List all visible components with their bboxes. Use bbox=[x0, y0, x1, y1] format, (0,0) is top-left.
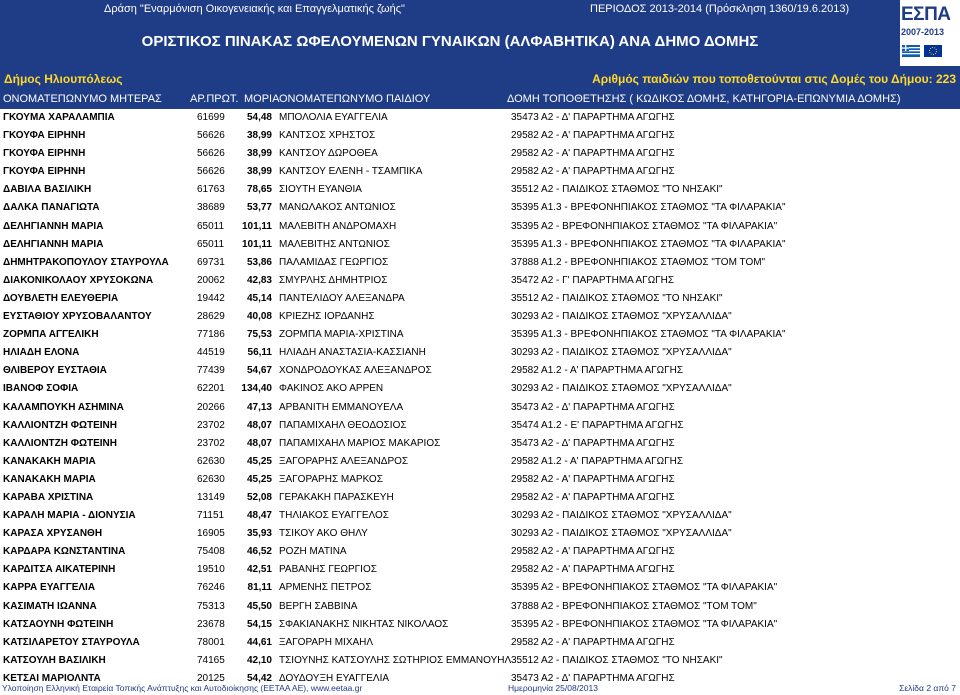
table-row bbox=[0, 109, 960, 127]
table-row bbox=[0, 417, 960, 435]
placement-unit: 35395 Α2 - ΒΡΕΦΟΝΗΠΙΑΚΟΣ ΣΤΑΘΜΟΣ "ΤΑ ΦΙΛΑΡΑΚΙΑ" bbox=[511, 618, 778, 630]
placement-unit: 29582 Α2 - Α' ΠΑΡΑΡΤΗΜΑ ΑΓΩΓΗΣ bbox=[511, 130, 675, 142]
table-row bbox=[0, 163, 960, 181]
score-value: 38,99 bbox=[246, 166, 272, 178]
score-value: 134,40 bbox=[241, 383, 272, 395]
placement-unit: 35512 Α2 - ΠΑΙΔΙΚΟΣ ΣΤΑΘΜΟΣ "ΤΟ ΝΗΣΑΚΙ" bbox=[511, 184, 723, 196]
mother-name: ΔΟΥΒΛΕΤΗ ΕΛΕΥΘΕΡΙΑ bbox=[3, 292, 119, 304]
table-row bbox=[0, 326, 960, 344]
placement-unit: 35395 Α1.3 - ΒΡΕΦΟΝΗΠΙΑΚΟΣ ΣΤΑΘΜΟΣ "ΤΑ ΦΙΛΑΡΑΚΙΑ" bbox=[511, 329, 786, 341]
page-footer bbox=[0, 683, 960, 695]
espa-logo bbox=[900, 0, 960, 66]
protocol-number: 77186 bbox=[197, 329, 225, 341]
score-value: 54,42 bbox=[246, 672, 272, 684]
child-name: ΡΑΒΑΝΗΣ ΓΕΩΡΓΙΟΣ bbox=[279, 564, 377, 576]
protocol-number: 69731 bbox=[197, 256, 225, 268]
score-value: 45,50 bbox=[246, 600, 272, 612]
child-name: ΤΣΙΚΟΥ ΑΚΟ ΘΗΛΥ bbox=[279, 528, 368, 540]
municipality-name: Δήμος Ηλιουπόλεως bbox=[4, 72, 123, 86]
table-row bbox=[0, 380, 960, 398]
child-name: ΚΑΝΤΣΟΣ ΧΡΗΣΤΟΣ bbox=[279, 130, 376, 142]
col-mother: ΟΝΟΜΑΤΕΠΩΝΥΜΟ ΜΗΤΕΡΑΣ bbox=[3, 93, 162, 105]
period-title: ΠΕΡΙΟΔΟΣ 2013-2014 (Πρόσκληση 1360/19.6.2013) bbox=[590, 3, 850, 15]
child-name: ΠΑΝΤΕΛΙΔΟΥ ΑΛΕΞΑΝΔΡΑ bbox=[279, 292, 405, 304]
placement-unit: 35473 Α2 - Δ' ΠΑΡΑΡΤΗΜΑ ΑΓΩΓΗΣ bbox=[511, 437, 675, 449]
table-row bbox=[0, 598, 960, 616]
protocol-number: 38689 bbox=[197, 202, 225, 214]
protocol-number: 28629 bbox=[197, 311, 225, 323]
placement-unit: 35395 Α2 - ΒΡΕΦΟΝΗΠΙΑΚΟΣ ΣΤΑΘΜΟΣ "ΤΑ ΦΙΛΑΡΑΚΙΑ" bbox=[511, 220, 778, 232]
protocol-number: 23678 bbox=[197, 618, 225, 630]
logo-years: 2007-2013 bbox=[901, 27, 945, 37]
placement-unit: 29582 Α2 - Α' ΠΑΡΑΡΤΗΜΑ ΑΓΩΓΗΣ bbox=[511, 546, 675, 558]
mother-name: ΚΑΛΛΙΟΝΤΖΗ ΦΩΤΕΙΝΗ bbox=[3, 419, 118, 431]
header-banner bbox=[0, 0, 960, 90]
placement-unit: 29582 Α2 - Α' ΠΑΡΑΡΤΗΜΑ ΑΓΩΓΗΣ bbox=[511, 473, 675, 485]
flags-icon bbox=[902, 45, 958, 59]
protocol-number: 61699 bbox=[197, 112, 225, 123]
child-name: ΣΙΟΥΤΗ ΕΥΑΝΘΙΑ bbox=[279, 184, 362, 196]
score-value: 45,25 bbox=[246, 473, 272, 485]
table-header bbox=[0, 90, 960, 109]
placement-unit: 30293 Α2 - ΠΑΙΔΙΚΟΣ ΣΤΑΘΜΟΣ "ΧΡΥΣΑΛΛΙΔΑ" bbox=[511, 510, 732, 522]
mother-name: ΚΑΡΑΒΑ ΧΡΙΣΤΙΝΑ bbox=[3, 491, 94, 503]
score-value: 42,83 bbox=[246, 274, 272, 286]
score-value: 47,13 bbox=[246, 401, 272, 413]
score-value: 35,93 bbox=[246, 528, 272, 540]
placement-unit: 37888 Α2 - ΒΡΕΦΟΝΗΠΙΑΚΟΣ ΣΤΑΘΜΟΣ "ΤΟΜ ΤΟΜ" bbox=[511, 600, 757, 612]
placement-unit: 35395 Α1.3 - ΒΡΕΦΟΝΗΠΙΑΚΟΣ ΣΤΑΘΜΟΣ "ΤΑ ΦΙΛΑΡΑΚΙΑ" bbox=[511, 202, 786, 214]
protocol-number: 56626 bbox=[197, 166, 225, 178]
score-value: 101,11 bbox=[241, 238, 272, 250]
mother-name: ΔΕΛΗΓΙΑΝΝΗ ΜΑΡΙΑ bbox=[3, 220, 104, 232]
logo-text: ΕΣΠΑ bbox=[901, 4, 951, 25]
table-row bbox=[0, 453, 960, 471]
table-row bbox=[0, 127, 960, 145]
score-value: 40,08 bbox=[246, 311, 272, 323]
placement-unit: 30293 Α2 - ΠΑΙΔΙΚΟΣ ΣΤΑΘΜΟΣ "ΧΡΥΣΑΛΛΙΔΑ" bbox=[511, 528, 732, 540]
child-name: ΦΑΚΙΝΟΣ ΑΚΟ ΑΡΡΕΝ bbox=[279, 383, 384, 395]
protocol-number: 13149 bbox=[197, 491, 225, 503]
score-value: 42,10 bbox=[246, 654, 272, 666]
mother-name: ΚΑΤΣΑΟΥΝΗ ΦΩΤΕΙΝΗ bbox=[3, 618, 114, 630]
child-name: ΚΡΙΕΖΗΣ ΙΟΡΔΑΝΗΣ bbox=[279, 311, 375, 323]
placement-unit: 29582 Α2 - Α' ΠΑΡΑΡΤΗΜΑ ΑΓΩΓΗΣ bbox=[511, 564, 675, 576]
score-value: 38,99 bbox=[246, 130, 272, 142]
placement-unit: 29582 Α1.2 - Α' ΠΑΡΑΡΤΗΜΑ ΑΓΩΓΗΣ bbox=[511, 455, 684, 467]
mother-name: ΚΑΣΙΜΑΤΗ ΙΩΑΝΝΑ bbox=[3, 600, 97, 612]
mother-name: ΚΑΤΣΙΛΑΡΕΤΟΥ ΣΤΑΥΡΟΥΛΑ bbox=[3, 636, 140, 648]
placement-unit: 35395 Α2 - ΒΡΕΦΟΝΗΠΙΑΚΟΣ ΣΤΑΘΜΟΣ "ΤΑ ΦΙΛΑΡΑΚΙΑ" bbox=[511, 582, 778, 594]
child-name: ΚΑΝΤΣΟΥ ΔΩΡΟΘΕΑ bbox=[279, 148, 378, 160]
mother-name: ΓΚΟΥΦΑ ΕΙΡΗΝΗ bbox=[3, 166, 86, 178]
table-row bbox=[0, 362, 960, 380]
protocol-number: 20125 bbox=[197, 672, 225, 684]
table-row bbox=[0, 218, 960, 236]
protocol-number: 56626 bbox=[197, 130, 225, 142]
page-title: ΟΡΙΣΤΙΚΟΣ ΠΙΝΑΚΑΣ ΩΦΕΛΟΥΜΕΝΩΝ ΓΥΝΑΙΚΩΝ (ΑΛΦΑΒΗΤΙΚΑ) ΑΝΑ ΔΗΜΟ ΔΟΜΗΣ bbox=[141, 33, 759, 50]
mother-name: ΓΚΟΥΦΑ ΕΙΡΗΝΗ bbox=[3, 148, 86, 160]
table-row bbox=[0, 344, 960, 362]
mother-name: ΕΥΣΤΑΘΙΟΥ ΧΡΥΣΟΒΑΛΑΝΤΟΥ bbox=[3, 311, 152, 323]
mother-name: ΚΑΤΣΟΥΛΗ ΒΑΣΙΛΙΚΗ bbox=[3, 654, 106, 666]
mother-name: ΔΙΑΚΟΝΙΚΟΛΑΟΥ ΧΡΥΣΟΚΩΝΑ bbox=[3, 274, 154, 286]
score-value: 38,99 bbox=[246, 148, 272, 160]
protocol-number: 77439 bbox=[197, 365, 225, 377]
score-value: 53,77 bbox=[246, 202, 272, 214]
table-row bbox=[0, 616, 960, 634]
placement-unit: 29582 Α2 - Α' ΠΑΡΑΡΤΗΜΑ ΑΓΩΓΗΣ bbox=[511, 166, 675, 178]
mother-name: ΖΟΡΜΠΑ ΑΓΓΕΛΙΚΗ bbox=[3, 329, 99, 341]
child-name: ΜΑΛΕΒΙΤΗ ΑΝΔΡΟΜΑΧΗ bbox=[279, 220, 397, 232]
placement-unit: 35473 Α2 - Δ' ΠΑΡΑΡΤΗΜΑ ΑΓΩΓΗΣ bbox=[511, 401, 675, 413]
table-row bbox=[0, 290, 960, 308]
protocol-number: 23702 bbox=[197, 419, 225, 431]
placement-unit: 29582 Α2 - Α' ΠΑΡΑΡΤΗΜΑ ΑΓΩΓΗΣ bbox=[511, 491, 675, 503]
col-unit: ΔΟΜΗ ΤΟΠΟΘΕΤΗΣΗΣ ( ΚΩΔΙΚΟΣ ΔΟΜΗΣ, ΚΑΤΗΓΟΡΙΑ-ΕΠΩΝΥΜΙΑ ΔΟΜΗΣ) bbox=[507, 93, 901, 105]
table-row bbox=[0, 236, 960, 254]
mother-name: ΚΑΛΛΙΟΝΤΖΗ ΦΩΤΕΙΝΗ bbox=[3, 437, 118, 449]
score-value: 44,61 bbox=[246, 636, 272, 648]
protocol-number: 62201 bbox=[197, 383, 225, 395]
mother-name: ΚΕΤΣΑΙ ΜΑΡΙΟΛΝΤΑ bbox=[3, 672, 101, 684]
table-row bbox=[0, 561, 960, 579]
mother-name: ΗΛΙΑΔΗ ΕΛΟΝΑ bbox=[3, 347, 80, 359]
child-name: ΒΕΡΓΗ ΣΑΒΒΙΝΑ bbox=[279, 600, 358, 612]
placement-unit: 29582 Α2 - Α' ΠΑΡΑΡΤΗΜΑ ΑΓΩΓΗΣ bbox=[511, 636, 675, 648]
child-name: ΖΟΡΜΠΑ ΜΑΡΙΑ-ΧΡΙΣΤΙΝΑ bbox=[279, 329, 404, 341]
mother-name: ΔΑΒΙΛΑ ΒΑΣΙΛΙΚΗ bbox=[3, 184, 92, 196]
child-name: ΣΦΑΚΙΑΝΑΚΗΣ ΝΙΚΗΤΑΣ ΝΙΚΟΛΑΟΣ bbox=[279, 618, 449, 630]
table-row bbox=[0, 145, 960, 163]
table-row bbox=[0, 489, 960, 507]
score-value: 53,86 bbox=[246, 256, 272, 268]
score-value: 42,51 bbox=[246, 564, 272, 576]
col-child: ΟΝΟΜΑΤΕΠΩΝΥΜΟ ΠΑΙΔΙΟΥ bbox=[279, 93, 431, 105]
child-name: ΠΑΛΑΜΙΔΑΣ ΓΕΩΡΓΙΟΣ bbox=[279, 256, 389, 268]
score-value: 52,08 bbox=[246, 491, 272, 503]
table-row bbox=[0, 543, 960, 561]
protocol-number: 56626 bbox=[197, 148, 225, 160]
placement-unit: 30293 Α2 - ΠΑΙΔΙΚΟΣ ΣΤΑΘΜΟΣ "ΧΡΥΣΑΛΛΙΔΑ" bbox=[511, 347, 732, 359]
child-name: ΜΑΝΩΛΑΚΟΣ ΑΝΤΩΝΙΟΣ bbox=[279, 202, 396, 214]
mother-name: ΔΑΛΚΑ ΠΑΝΑΓΙΩΤΑ bbox=[3, 202, 100, 214]
mother-name: ΚΑΝΑΚΑΚΗ ΜΑΡΙΑ bbox=[3, 455, 96, 467]
table-row bbox=[0, 525, 960, 543]
children-count: Αριθμός παιδιών που τοποθετούνται στις Δομές του Δήμου: 223 bbox=[592, 72, 956, 86]
child-name: ΧΟΝΔΡΟΔΟΥΚΑΣ ΑΛΕΞΑΝΔΡΟΣ bbox=[279, 365, 432, 377]
child-name: ΑΡΜΕΝΗΣ ΠΕΤΡΟΣ bbox=[279, 582, 372, 594]
footer-date: Ημερομηνία 25/08/2013 bbox=[508, 683, 598, 693]
table-row bbox=[0, 435, 960, 453]
score-value: 54,48 bbox=[246, 112, 272, 123]
child-name: ΔΟΥΔΟΥΞΗ ΕΥΑΓΓΕΛΙΑ bbox=[279, 672, 390, 684]
score-value: 54,67 bbox=[246, 365, 272, 377]
child-name: ΠΑΠΑΜΙΧΑΗΛ ΘΕΟΔΟΣΙΟΣ bbox=[279, 419, 407, 431]
placement-unit: 35512 Α2 - ΠΑΙΔΙΚΟΣ ΣΤΑΘΜΟΣ "ΤΟ ΝΗΣΑΚΙ" bbox=[511, 292, 723, 304]
score-value: 78,65 bbox=[246, 184, 272, 196]
placement-unit: 29582 Α1.2 - Α' ΠΑΡΑΡΤΗΜΑ ΑΓΩΓΗΣ bbox=[511, 365, 684, 377]
program-title: Δράση "Εναρμόνιση Οικογενειακής και Επαγγελματικής ζωής" bbox=[104, 3, 405, 15]
child-name: ΞΑΓΟΡΑΡΗ ΜΙΧΑΗΛ bbox=[279, 636, 374, 648]
table-row bbox=[0, 634, 960, 652]
placement-unit: 30293 Α2 - ΠΑΙΔΙΚΟΣ ΣΤΑΘΜΟΣ "ΧΡΥΣΑΛΛΙΔΑ" bbox=[511, 383, 732, 395]
protocol-number: 75313 bbox=[197, 600, 225, 612]
mother-name: ΘΛΙΒΕΡΟΥ ΕΥΣΤΑΘΙΑ bbox=[3, 365, 107, 377]
mother-name: ΚΑΡΔΑΡΑ ΚΩΝΣΤΑΝΤΙΝΑ bbox=[3, 546, 126, 558]
mother-name: ΚΑΡΔΙΤΣΑ ΑΙΚΑΤΕΡΙΝΗ bbox=[3, 564, 116, 576]
table-row bbox=[0, 199, 960, 217]
table-row bbox=[0, 181, 960, 199]
table-row bbox=[0, 399, 960, 417]
table-row bbox=[0, 254, 960, 272]
child-name: ΞΑΓΟΡΑΡΗΣ ΜΑΡΚΟΣ bbox=[279, 473, 383, 485]
mother-name: ΚΑΛΑΜΠΟΥΚΗ ΑΣΗΜΙΝΑ bbox=[3, 401, 124, 413]
child-name: ΣΜΥΡΛΗΣ ΔΗΜΗΤΡΙΟΣ bbox=[279, 274, 388, 286]
placement-unit: 35474 Α1.2 - Ε' ΠΑΡΑΡΤΗΜΑ ΑΓΩΓΗΣ bbox=[511, 419, 684, 431]
score-value: 56,11 bbox=[247, 347, 272, 359]
table-row bbox=[0, 272, 960, 290]
child-name: ΜΠΟΛΟΛΙΑ ΕΥΑΓΓΕΛΙΑ bbox=[279, 112, 388, 123]
protocol-number: 20266 bbox=[197, 401, 225, 413]
child-name: ΠΑΠΑΜΙΧΑΗΛ ΜΑΡΙΟΣ ΜΑΚΑΡΙΟΣ bbox=[279, 437, 441, 449]
placement-unit: 35473 Α2 - Δ' ΠΑΡΑΡΤΗΜΑ ΑΓΩΓΗΣ bbox=[511, 672, 675, 684]
mother-name: ΚΑΡΑΣΑ ΧΡΥΣΑΝΘΗ bbox=[3, 528, 103, 540]
mother-name: ΙΒΑΝΟΦ ΣΟΦΙΑ bbox=[3, 383, 79, 395]
child-name: ΡΟΖΗ ΜΑΤΙΝΑ bbox=[279, 546, 347, 558]
placement-unit: 35472 Α2 - Γ' ΠΑΡΑΡΤΗΜΑ ΑΓΩΓΗΣ bbox=[511, 274, 675, 286]
child-name: ΜΑΛΕΒΙΤΗΣ ΑΝΤΩΝΙΟΣ bbox=[279, 238, 390, 250]
mother-name: ΓΚΟΥΦΑ ΕΙΡΗΝΗ bbox=[3, 130, 86, 142]
child-name: ΤΣΙΟΥΝΗΣ ΚΑΤΣΟΥΛΗΣ ΣΩΤΗΡΙΟΣ ΕΜΜΑΝΟΥΗΛ bbox=[279, 654, 512, 666]
child-name: ΑΡΒΑΝΙΤΗ ΕΜΜΑΝΟΥΕΛΑ bbox=[279, 401, 404, 413]
protocol-number: 74165 bbox=[197, 654, 225, 666]
mother-name: ΚΑΡΡΑ ΕΥΑΓΓΕΛΙΑ bbox=[3, 582, 96, 594]
score-value: 54,15 bbox=[246, 618, 272, 630]
child-name: ΚΑΝΤΣΟΥ ΕΛΕΝΗ - ΤΣΑΜΠΙΚΑ bbox=[279, 166, 423, 178]
table-row bbox=[0, 308, 960, 326]
score-value: 45,25 bbox=[246, 455, 272, 467]
protocol-number: 71151 bbox=[197, 510, 225, 522]
protocol-number: 19510 bbox=[197, 564, 225, 576]
child-name: ΤΗΛΙΑΚΟΣ ΕΥΑΓΓΕΛΟΣ bbox=[279, 510, 389, 522]
protocol-number: 75408 bbox=[197, 546, 225, 558]
placement-unit: 29582 Α2 - Α' ΠΑΡΑΡΤΗΜΑ ΑΓΩΓΗΣ bbox=[511, 148, 675, 160]
protocol-number: 62630 bbox=[197, 455, 225, 467]
mother-name: ΓΚΟΥΜΑ ΧΑΡΑΛΑΜΠΙΑ bbox=[3, 112, 115, 123]
protocol-number: 23702 bbox=[197, 437, 225, 449]
score-value: 81,11 bbox=[247, 582, 272, 594]
child-name: ΓΕΡΑΚΑΚΗ ΠΑΡΑΣΚΕΥΗ bbox=[279, 491, 394, 503]
table-row bbox=[0, 579, 960, 597]
score-value: 48,07 bbox=[246, 437, 272, 449]
score-value: 101,11 bbox=[241, 220, 272, 232]
protocol-number: 16905 bbox=[197, 528, 225, 540]
table-row bbox=[0, 471, 960, 489]
score-value: 48,07 bbox=[246, 419, 272, 431]
footer-page: Σελίδα 2 από 7 bbox=[899, 683, 956, 693]
child-name: ΞΑΓΟΡΑΡΗΣ ΑΛΕΞΑΝΔΡΟΣ bbox=[279, 455, 409, 467]
table-row bbox=[0, 652, 960, 670]
mother-name: ΔΗΜΗΤΡΑΚΟΠΟΥΛΟΥ ΣΤΑΥΡΟΥΛΑ bbox=[3, 256, 169, 268]
score-value: 46,52 bbox=[246, 546, 272, 558]
placement-unit: 35473 Α2 - Δ' ΠΑΡΑΡΤΗΜΑ ΑΓΩΓΗΣ bbox=[511, 112, 675, 123]
protocol-number: 78001 bbox=[197, 636, 225, 648]
protocol-number: 65011 bbox=[197, 238, 225, 250]
placement-unit: 35512 Α2 - ΠΑΙΔΙΚΟΣ ΣΤΑΘΜΟΣ "ΤΟ ΝΗΣΑΚΙ" bbox=[511, 654, 723, 666]
protocol-number: 65011 bbox=[197, 220, 225, 232]
placement-unit: 30293 Α2 - ΠΑΙΔΙΚΟΣ ΣΤΑΘΜΟΣ "ΧΡΥΣΑΛΛΙΔΑ" bbox=[511, 311, 732, 323]
mother-name: ΚΑΝΑΚΑΚΗ ΜΑΡΙΑ bbox=[3, 473, 96, 485]
protocol-number: 76246 bbox=[197, 582, 225, 594]
col-score: ΜΟΡΙΑ bbox=[244, 93, 280, 105]
score-value: 48,47 bbox=[246, 510, 272, 522]
mother-name: ΚΑΡΑΛΗ ΜΑΡΙΑ - ΔΙΟΝΥΣΙΑ bbox=[3, 510, 136, 522]
placement-unit: 35395 Α1.3 - ΒΡΕΦΟΝΗΠΙΑΚΟΣ ΣΤΑΘΜΟΣ "ΤΑ ΦΙΛΑΡΑΚΙΑ" bbox=[511, 238, 786, 250]
score-value: 75,53 bbox=[246, 329, 272, 341]
table-body bbox=[0, 109, 960, 688]
protocol-number: 20062 bbox=[197, 274, 225, 286]
placement-unit: 37888 Α1.2 - ΒΡΕΦΟΝΗΠΙΑΚΟΣ ΣΤΑΘΜΟΣ "ΤΟΜ ΤΟΜ" bbox=[511, 256, 766, 268]
protocol-number: 44519 bbox=[197, 347, 225, 359]
child-name: ΗΛΙΑΔΗ ΑΝΑΣΤΑΣΙΑ-ΚΑΣΣΙΑΝΗ bbox=[279, 347, 426, 359]
protocol-number: 61763 bbox=[197, 184, 225, 196]
protocol-number: 62630 bbox=[197, 473, 225, 485]
score-value: 45,14 bbox=[246, 292, 272, 304]
col-protocol: ΑΡ.ΠΡΩΤ. bbox=[190, 93, 239, 105]
footer-credit: Υλοποίηση Ελληνική Εταιρεία Τοπικής Ανάπτυξης και Αυτοδιοίκησης (ΕΕΤΑΑ ΑΕ), www.eetaa.gr bbox=[2, 683, 363, 693]
protocol-number: 19442 bbox=[197, 292, 225, 304]
table-row bbox=[0, 507, 960, 525]
mother-name: ΔΕΛΗΓΙΑΝΝΗ ΜΑΡΙΑ bbox=[3, 238, 104, 250]
